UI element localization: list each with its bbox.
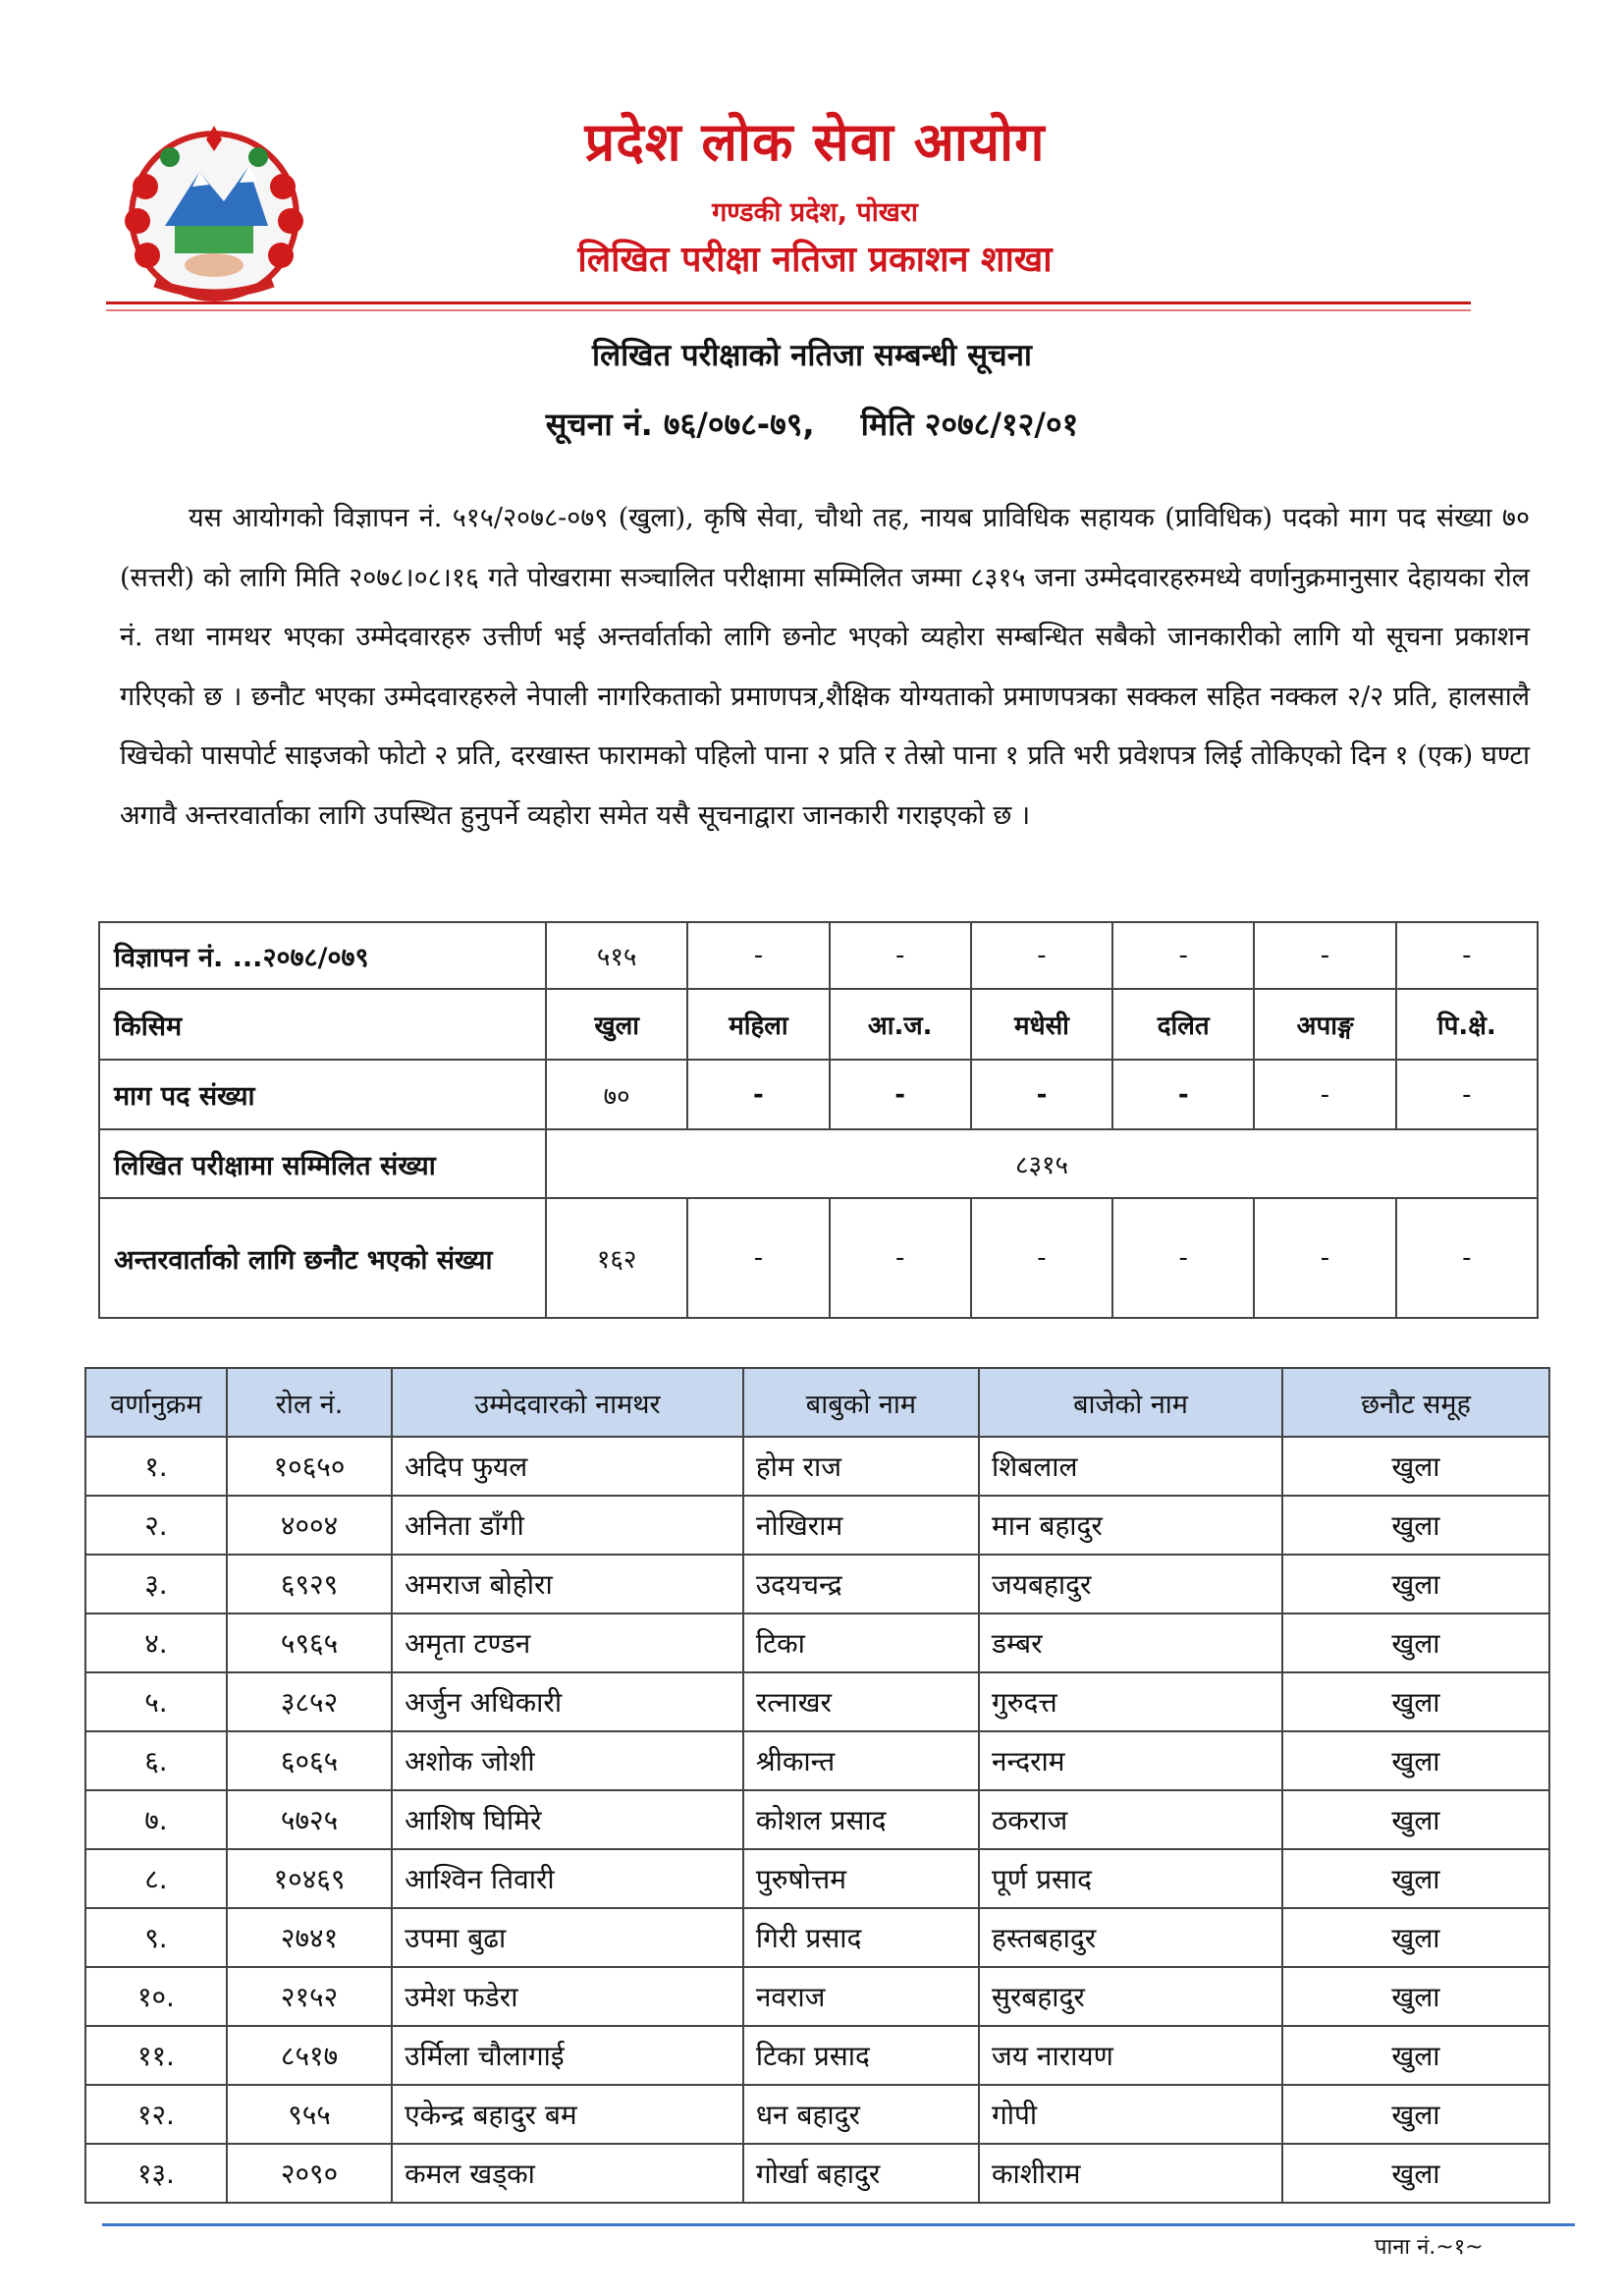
org-subtitle: गण्डकी प्रदेश, पोखरा [712,197,918,228]
org-branch: लिखित परीक्षा नतिजा प्रकाशन शाखा [577,240,1053,280]
cell-name: आश्विन तिवारी [392,1849,743,1908]
table-row [85,1555,1549,1613]
ad-value: - [1254,922,1395,989]
notice-date: मिति २०७८/१२/०१ [860,406,1079,443]
cell-roll: ५९६५ [227,1613,392,1672]
cell-roll: ४००४ [227,1496,392,1555]
cell-group: खुला [1282,1555,1549,1613]
cell-roll: १०६५० [227,1437,392,1496]
cell-name: अनिता डाँगी [392,1496,743,1555]
cell-roll: १०४६९ [227,1849,392,1908]
cell-father: गिरी प्रसाद [743,1908,979,1967]
cell-group: खुला [1282,1849,1549,1908]
posts-value: - [830,1060,971,1129]
posts-value: - [1254,1060,1395,1129]
posts-value: - [687,1060,829,1129]
cell-name: अदिप फुयल [392,1437,743,1496]
col-name: उम्मेदवारको नामथर [392,1368,743,1437]
cell-father: होम राज [743,1437,979,1496]
cell-group: खुला [1282,2144,1549,2203]
cell-group: खुला [1282,2026,1549,2085]
selected-value: १६२ [546,1198,687,1318]
cell-serial: १३. [85,2144,227,2203]
table-row [85,2144,1549,2203]
cell-serial: ४. [85,1613,227,1672]
selected-value: - [1112,1198,1254,1318]
col-group: छनौट समूह [1282,1368,1549,1437]
cell-roll: २१५२ [227,1967,392,2026]
cell-grandfather: पूर्ण प्रसाद [979,1849,1282,1908]
table-row [85,1967,1549,2026]
cell-father: उदयचन्द्र [743,1555,979,1613]
summary-row-posts [99,1060,1538,1129]
cell-father: नवराज [743,1967,979,2026]
cell-name: अर्जुन अधिकारी [392,1672,743,1731]
notice-number: सूचना नं. ७६/०७८-७९, [545,406,815,443]
cell-grandfather: डम्बर [979,1613,1282,1672]
cell-serial: ६. [85,1731,227,1790]
cell-roll: २७४१ [227,1908,392,1967]
table-row [85,1731,1549,1790]
posts-value: - [1112,1060,1254,1129]
selected-value: - [830,1198,971,1318]
cell-group: खुला [1282,1908,1549,1967]
cell-father: रत्नाखर [743,1672,979,1731]
ad-label: विज्ञापन नं. ...२०७८/०७९ [99,922,546,989]
col-father: बाबुको नाम [743,1368,979,1437]
table-row [85,1908,1549,1967]
cell-name: अमृता टण्डन [392,1613,743,1672]
cell-grandfather: मान बहादुर [979,1496,1282,1555]
cell-grandfather: शिबलाल [979,1437,1282,1496]
attended-label: लिखित परीक्षामा सम्मिलित संख्या [99,1129,546,1198]
cell-name: कमल खड्का [392,2144,743,2203]
selected-value: - [687,1198,829,1318]
type-value: दलित [1112,989,1254,1060]
results-header-row [85,1368,1549,1437]
posts-value: - [971,1060,1112,1129]
cell-roll: ६९२९ [227,1555,392,1613]
type-value: महिला [687,989,829,1060]
cell-roll: ३८५२ [227,1672,392,1731]
cell-roll: ८५१७ [227,2026,392,2085]
selected-value: - [1396,1198,1538,1318]
summary-row-type [99,989,1538,1060]
summary-row-ad [99,922,1538,989]
cell-group: खुला [1282,1613,1549,1672]
cell-grandfather: काशीराम [979,2144,1282,2203]
cell-father: नोखिराम [743,1496,979,1555]
cell-name: उपमा बुढा [392,1908,743,1967]
table-row [85,1437,1549,1496]
table-row [85,1790,1549,1849]
cell-grandfather: जयबहादुर [979,1555,1282,1613]
cell-grandfather: गुरुदत्त [979,1672,1282,1731]
cell-grandfather: नन्दराम [979,1731,1282,1790]
cell-roll: ६०६५ [227,1731,392,1790]
cell-name: अमराज बोहोरा [392,1555,743,1613]
header-divider [106,301,1471,304]
table-row [85,1613,1549,1672]
table-row [85,1672,1549,1731]
type-value: खुला [546,989,687,1060]
cell-serial: ७. [85,1790,227,1849]
cell-father: गोर्खा बहादुर [743,2144,979,2203]
cell-serial: ३. [85,1555,227,1613]
notice-number-line [295,403,1329,445]
cell-grandfather: जय नारायण [979,2026,1282,2085]
cell-serial: ११. [85,2026,227,2085]
selected-value: - [971,1198,1112,1318]
cell-serial: १२. [85,2085,227,2144]
ad-value: - [1396,922,1538,989]
col-serial: वर्णानुक्रम [85,1368,227,1437]
results-body [85,1437,1549,2203]
cell-roll: २०९० [227,2144,392,2203]
col-grandfather: बाजेको नाम [979,1368,1282,1437]
notice-title: लिखित परीक्षाको नतिजा सम्बन्धी सूचना [592,338,1032,373]
cell-grandfather: गोपी [979,2085,1282,2144]
cell-grandfather: हस्तबहादुर [979,1908,1282,1967]
footer-divider [102,2223,1575,2226]
summary-table [98,921,1539,1319]
cell-serial: १०. [85,1967,227,2026]
summary-row-selected [99,1198,1538,1318]
cell-serial: ९. [85,1908,227,1967]
table-row [85,1496,1549,1555]
nepal-emblem-icon [116,118,312,304]
cell-roll: ९५५ [227,2085,392,2144]
notice-body [120,489,1530,846]
type-value: अपाङ्ग [1254,989,1395,1060]
type-label: किसिम [99,989,546,1060]
type-value: पि.क्षे. [1396,989,1538,1060]
posts-label: माग पद संख्या [99,1060,546,1129]
cell-serial: ५. [85,1672,227,1731]
selected-label: अन्तरवार्ताको लागि छनौट भएको संख्या [99,1198,546,1318]
cell-grandfather: ठकराज [979,1790,1282,1849]
cell-serial: २. [85,1496,227,1555]
cell-serial: ८. [85,1849,227,1908]
cell-father: धन बहादुर [743,2085,979,2144]
cell-serial: १. [85,1437,227,1496]
posts-value: - [1396,1060,1538,1129]
ad-value: ५१५ [546,922,687,989]
ad-value: - [687,922,829,989]
cell-group: खुला [1282,1672,1549,1731]
selected-value: - [1254,1198,1395,1318]
cell-group: खुला [1282,1731,1549,1790]
cell-group: खुला [1282,1790,1549,1849]
cell-name: उमेश फडेरा [392,1967,743,2026]
cell-father: टिका प्रसाद [743,2026,979,2085]
cell-father: श्रीकान्त [743,1731,979,1790]
cell-father: कोशल प्रसाद [743,1790,979,1849]
cell-name: अशोक जोशी [392,1731,743,1790]
notice-body-text: यस आयोगको विज्ञापन नं. ५१५/२०७८-०७९ (खुला), कृषि सेवा, चौथो तह, नायब प्राविधिक सहायक (प्राविधिक) पदको माग पद संख्या ७० (सत्तरी) को लागि मिति २०७८।०८।१६ गते पोखरामा सञ्चालित परीक्षामा सम्मिलित जम्मा ८३१५ जना उम्मेदवारहरुमध्ये वर्णानुक्रमानुसार देहायका रोल नं. तथा नामथर भएका उम्मेदवारहरु उत्तीर्ण भई अन्तर्वार्ताको लागि छनोट भएको व्यहोरा सम्बन्धित सबैको जानकारीको लागि यो सूचना प्रकाशन गरिएको छ । छनौट भएका उम्मेदवारहरुले नेपाली नागरिकताको प्रमाणपत्र,शैक्षिक योग्यताको प्रमाणपत्रका सक्कल सहित नक्कल २/२ प्रति, हालसालै खिचेको पासपोर्ट साइजको फोटो २ प्रति, दरखास्त फारामको पहिलो पाना २ प्रति र तेस्रो पाना १ प्रति भरी प्रवेशपत्र लिई तोकिएको दिन १ (एक) घण्टा अगावै अन्तरवार्ताका लागि उपस्थित हुनुपर्ने व्यहोरा समेत यसै सूचनाद्वारा जानकारी गराइएको छ । [120,503,1530,831]
header-divider-secondary [106,309,1471,311]
org-title: प्रदेश लोक सेवा आयोग [584,111,1046,173]
table-row [85,1849,1549,1908]
table-row [85,2026,1549,2085]
page-number: पाना नं.~१~ [1375,2235,1484,2260]
cell-roll: ५७२५ [227,1790,392,1849]
cell-name: आशिष घिमिरे [392,1790,743,1849]
type-value: आ.ज. [830,989,971,1060]
cell-father: टिका [743,1613,979,1672]
cell-group: खुला [1282,1437,1549,1496]
ad-value: - [971,922,1112,989]
ad-value: - [1112,922,1254,989]
cell-name: एकेन्द्र बहादुर बम [392,2085,743,2144]
cell-name: उर्मिला चौलागाई [392,2026,743,2085]
posts-value: ७० [546,1060,687,1129]
ad-value: - [830,922,971,989]
table-row [85,2085,1549,2144]
cell-group: खुला [1282,2085,1549,2144]
summary-row-attended [99,1129,1538,1198]
type-value: मधेसी [971,989,1112,1060]
cell-group: खुला [1282,1967,1549,2026]
results-table [84,1367,1550,2204]
col-roll: रोल नं. [227,1368,392,1437]
cell-father: पुरुषोत्तम [743,1849,979,1908]
attended-value: ८३१५ [546,1129,1538,1198]
cell-grandfather: सुरबहादुर [979,1967,1282,2026]
cell-group: खुला [1282,1496,1549,1555]
